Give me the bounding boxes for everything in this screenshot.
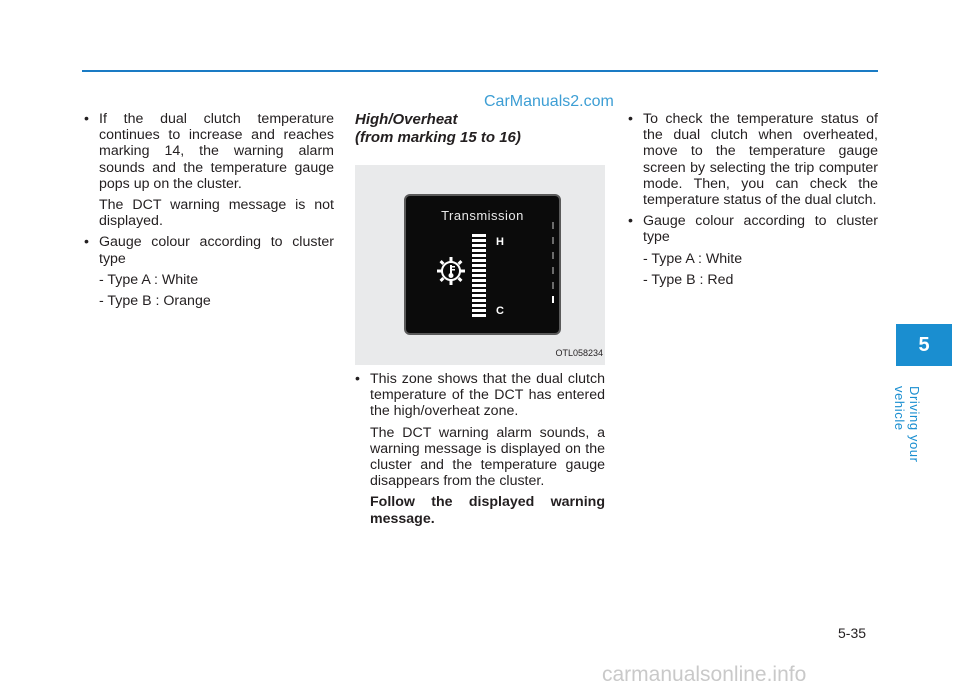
column-2 xyxy=(355,111,605,527)
gauge-bar xyxy=(472,309,486,312)
watermark-bottom[interactable]: carmanualsonline.info xyxy=(602,663,807,686)
gauge-bar xyxy=(472,284,486,287)
col2-alarm-note: The DCT warning alarm sounds, a warning message is displayed on the cluster and the temperature gauge disappears from the cluster. xyxy=(370,424,605,490)
gauge-bar xyxy=(472,254,486,257)
gauge-bar xyxy=(472,289,486,292)
col2-follow-warning: Follow the displayed warning message. xyxy=(370,494,605,527)
gauge-bar xyxy=(472,264,486,267)
gauge-low-label: C xyxy=(496,305,504,317)
heading-line-1: High/Overheat xyxy=(355,111,458,128)
chapter-number-tab: 5 xyxy=(896,324,952,366)
page-number: 5-35 xyxy=(838,625,867,641)
gauge-bar xyxy=(472,274,486,277)
gauge-bar xyxy=(472,244,486,247)
scale-tick xyxy=(552,267,554,274)
transmission-temperature-icon xyxy=(435,255,467,287)
watermark-top[interactable]: CarManuals2.com xyxy=(484,93,614,110)
screen-title: Transmission xyxy=(441,208,524,223)
scale-tick xyxy=(552,237,554,244)
scale-tick xyxy=(552,282,554,289)
col1-bullet-temperature: • If the dual clutch temperature continues to increase and reaches marking 14, the warning alarm sounds and the temperature gauge pops up on the cluster. xyxy=(84,111,334,192)
scale-ticks xyxy=(552,222,555,304)
col1-bullet-gauge-colour: • Gauge colour according to cluster type xyxy=(84,234,334,266)
cluster-figure xyxy=(355,165,605,365)
scale-tick xyxy=(552,222,554,229)
scale-tick xyxy=(552,296,554,303)
scale-tick xyxy=(552,252,554,259)
col3-type-b: - Type B : Red xyxy=(643,271,734,288)
col3-type-a: - Type A : White xyxy=(643,250,743,267)
gauge-bar xyxy=(472,314,486,317)
col2-bullet-zone: • This zone shows that the dual clutch temperature of the DCT has entered the high/overheat zone. xyxy=(355,371,605,420)
section-heading xyxy=(355,111,605,146)
col1-type-b: - Type B : Orange xyxy=(99,293,211,310)
col1-note-message: The DCT warning message is not displayed. xyxy=(99,197,334,230)
gauge-bar xyxy=(472,259,486,262)
chapter-title: Driving your vehicle xyxy=(892,386,922,463)
col3-bullet-check-status: • To check the temperature status of the dual clutch when overheated, move to the temperature gauge screen by selecting the trip computer mode. Then, you can check the temperature status of the dual clutch. xyxy=(628,111,878,208)
figure-label: OTL058234 xyxy=(555,347,603,358)
gauge-high-label: H xyxy=(496,236,504,248)
column-3 xyxy=(628,111,878,288)
col1-type-a: - Type A : White xyxy=(99,271,199,288)
gauge-bar xyxy=(472,239,486,242)
gauge-bar xyxy=(472,299,486,302)
col3-bullet-gauge-colour: • Gauge colour according to cluster type xyxy=(628,213,878,245)
cluster-screen xyxy=(404,194,561,335)
temperature-gauge-bars xyxy=(472,234,486,318)
gauge-bar xyxy=(472,269,486,272)
column-1 xyxy=(84,111,334,309)
header-rule xyxy=(82,70,878,72)
gauge-bar xyxy=(472,249,486,252)
gauge-bar xyxy=(472,304,486,307)
heading-line-2: (from marking 15 to 16) xyxy=(355,128,521,146)
gauge-bar xyxy=(472,279,486,282)
gauge-bar xyxy=(472,234,486,237)
gauge-bar xyxy=(472,294,486,297)
